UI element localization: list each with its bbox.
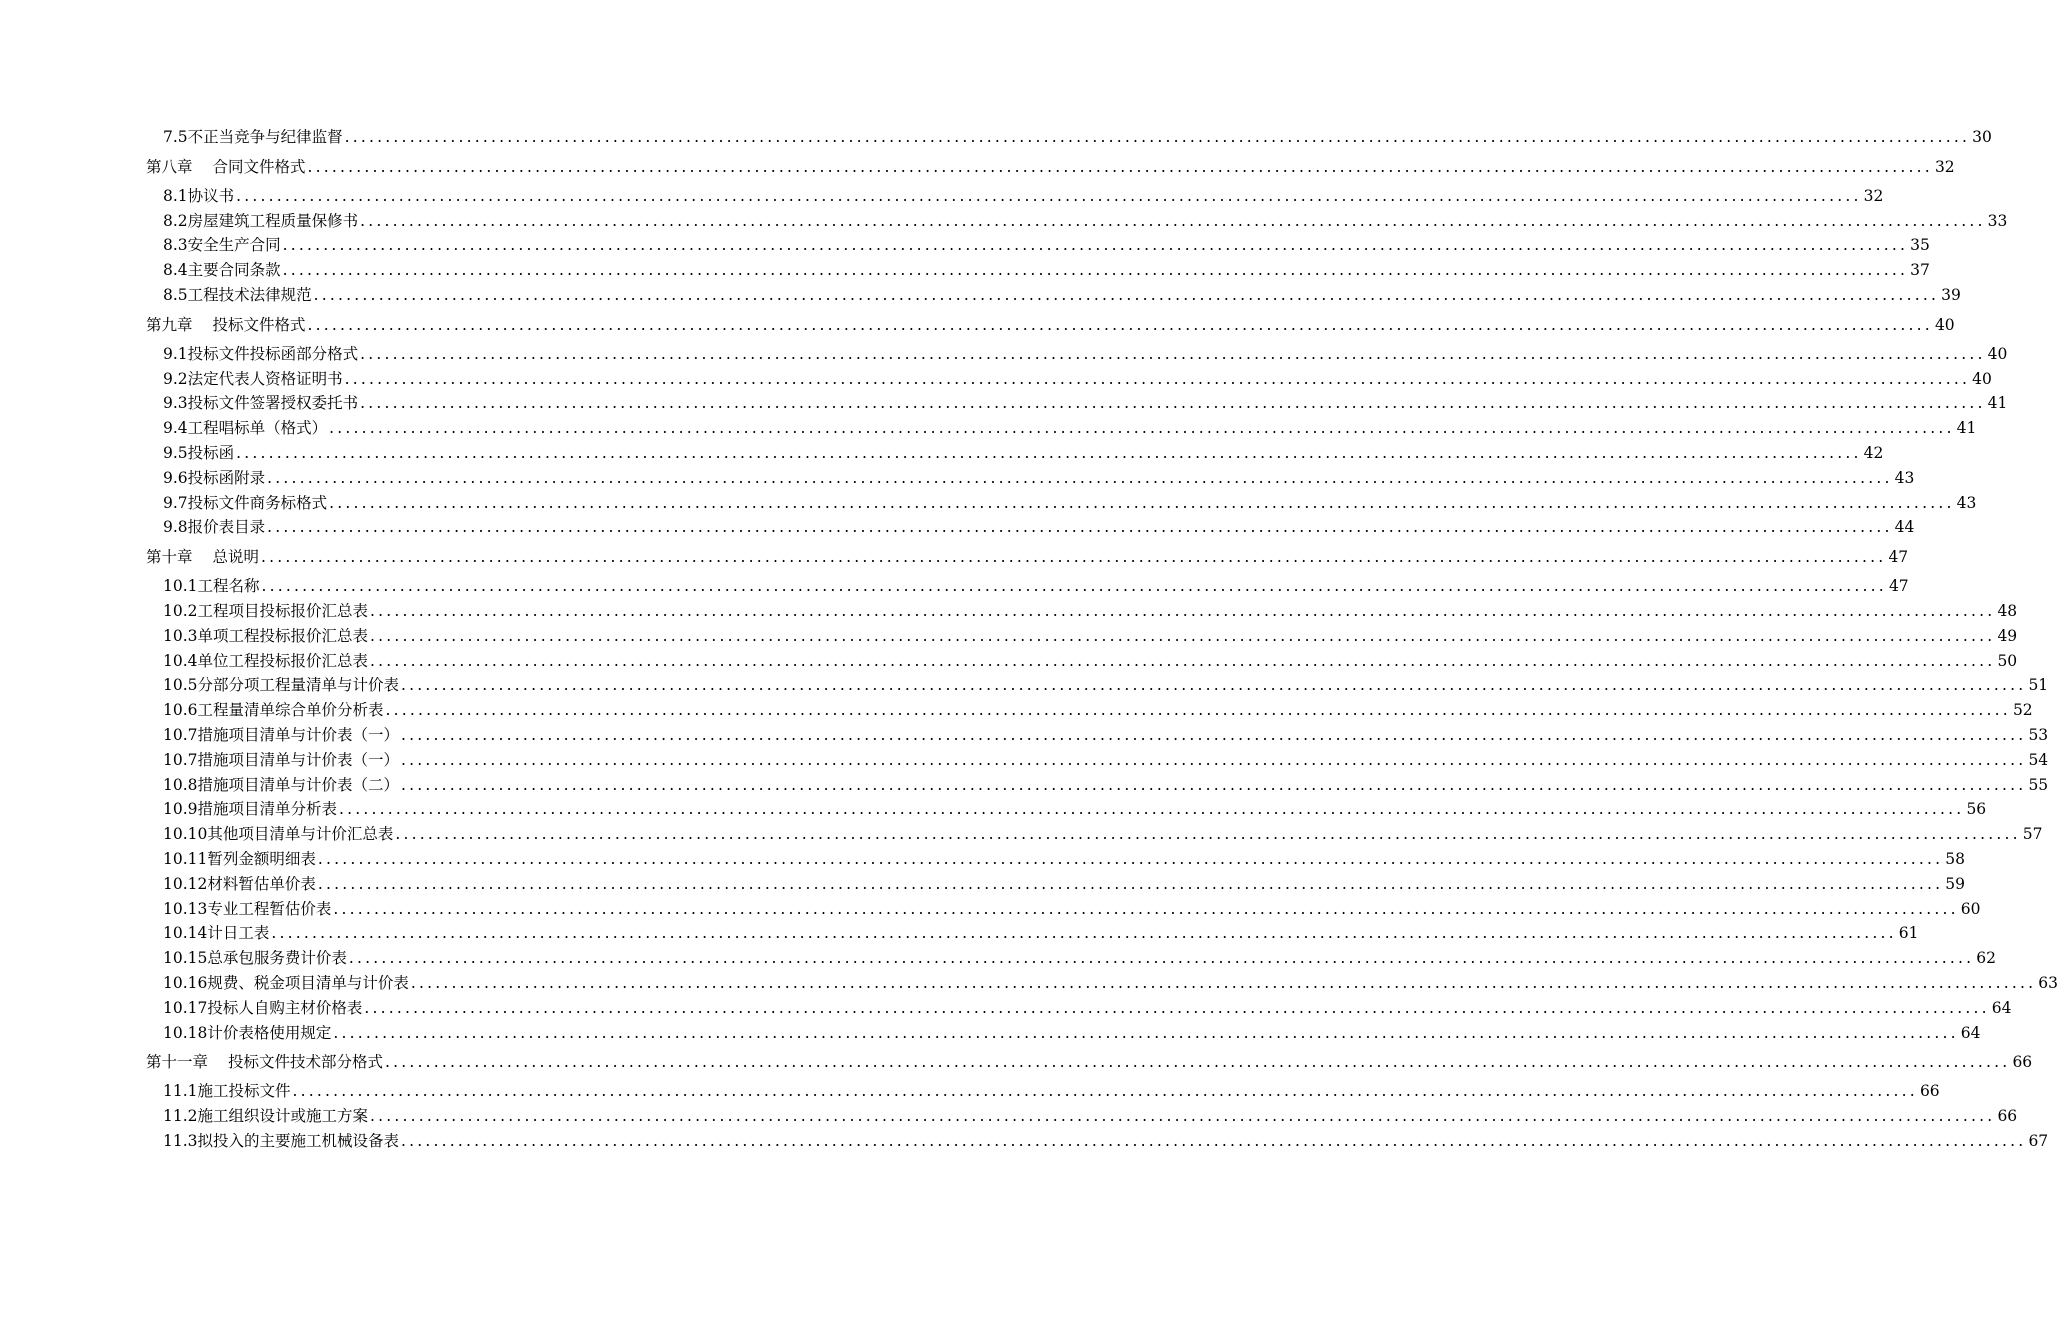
toc-entry-text: 计日工表 bbox=[207, 924, 270, 943]
dot-leader: ........................................................................................................................................................................................................ bbox=[317, 849, 1944, 868]
toc-chapter-entry[interactable] bbox=[146, 150, 1955, 184]
toc-entry-number: 10.1 bbox=[163, 577, 198, 596]
toc-entry-number: 9.4 bbox=[163, 419, 188, 438]
toc-entry-text: 法定代表人资格证明书 bbox=[187, 369, 343, 388]
toc-entry-title bbox=[163, 996, 362, 1021]
toc-page-number: 40 bbox=[1934, 315, 1955, 334]
toc-page-number: 49 bbox=[1997, 626, 2018, 645]
dot-leader: ........................................................................................................................................................................................................ bbox=[370, 1107, 1996, 1126]
toc-entry-title bbox=[163, 847, 316, 872]
toc-entry-title bbox=[163, 872, 316, 897]
toc-entry-text: 投标文件格式 bbox=[212, 315, 306, 334]
dot-leader: ........................................................................................................................................................................................................ bbox=[344, 369, 1971, 388]
toc-section-entry[interactable] bbox=[146, 971, 2058, 996]
toc-entry-number: 8.5 bbox=[163, 285, 188, 304]
toc-entry-title bbox=[163, 897, 331, 922]
dot-leader: ........................................................................................................................................................................................................ bbox=[401, 676, 2027, 695]
toc-entry-title bbox=[163, 946, 347, 971]
toc-section-entry[interactable] bbox=[146, 258, 1930, 283]
toc-chapter-entry[interactable] bbox=[146, 540, 1909, 574]
dot-leader: ........................................................................................................................................................................................................ bbox=[395, 825, 2021, 844]
toc-page-number: 42 bbox=[1863, 443, 1884, 462]
toc-page-number: 64 bbox=[1960, 1023, 1981, 1042]
toc-entry-number: 8.3 bbox=[163, 236, 188, 255]
dot-leader: ........................................................................................................................................................................................................ bbox=[364, 998, 1990, 1017]
toc-entry-title bbox=[146, 150, 306, 184]
toc-entry-text: 协议书 bbox=[187, 186, 235, 205]
toc-section-entry[interactable] bbox=[146, 209, 2008, 234]
toc-section-entry[interactable] bbox=[146, 184, 1884, 209]
dot-leader: ........................................................................................................................................................................................................ bbox=[292, 1082, 1918, 1101]
toc-entry-number: 7.5 bbox=[163, 128, 188, 146]
toc-page-number: 50 bbox=[1997, 651, 2018, 670]
toc-section-entry[interactable] bbox=[146, 491, 1977, 516]
toc-entry-title bbox=[163, 125, 343, 150]
toc-entry-title bbox=[163, 258, 281, 283]
toc-entry-title bbox=[163, 797, 337, 822]
dot-leader: ........................................................................................................................................................................................................ bbox=[333, 1023, 1959, 1042]
toc-entry-number: 10.15 bbox=[163, 949, 208, 968]
toc-section-entry[interactable] bbox=[146, 822, 2043, 847]
toc-page-number: 53 bbox=[2028, 725, 2049, 744]
toc-entry-number: 第九章 bbox=[146, 315, 193, 334]
toc-page-number: 41 bbox=[1987, 394, 2008, 413]
toc-entry-number: 9.6 bbox=[163, 468, 188, 487]
toc-entry-number: 9.8 bbox=[163, 518, 188, 537]
toc-entry-text: 投标人自购主材价格表 bbox=[207, 998, 363, 1017]
toc-page-number: 59 bbox=[1945, 874, 1966, 893]
toc-entry-number: 10.2 bbox=[163, 601, 198, 620]
toc-entry-number: 10.9 bbox=[163, 800, 198, 819]
toc-section-entry[interactable] bbox=[146, 574, 1909, 599]
toc-entry-number: 9.2 bbox=[163, 369, 188, 388]
toc-section-entry[interactable] bbox=[146, 125, 1992, 150]
toc-page-number: 44 bbox=[1894, 518, 1915, 537]
toc-page-number: 43 bbox=[1894, 468, 1915, 487]
toc-entry-title bbox=[163, 1021, 331, 1046]
toc-page-number: 56 bbox=[1966, 800, 1987, 819]
dot-leader: ........................................................................................................................................................................................................ bbox=[360, 344, 1986, 363]
toc-section-entry[interactable] bbox=[146, 283, 1961, 308]
dot-leader: ........................................................................................................................................................................................................ bbox=[271, 924, 1897, 943]
toc-entry-number: 10.4 bbox=[163, 651, 198, 670]
toc-entry-number: 11.2 bbox=[163, 1107, 198, 1126]
toc-entry-number: 10.5 bbox=[163, 676, 198, 695]
toc-entry-text: 其他项目清单与计价汇总表 bbox=[207, 825, 394, 844]
toc-section-entry[interactable] bbox=[146, 1079, 1940, 1104]
toc-entry-title bbox=[163, 491, 327, 516]
toc-chapter-entry[interactable] bbox=[146, 308, 1955, 342]
toc-entry-text: 计价表格使用规定 bbox=[207, 1023, 332, 1042]
toc-entry-title bbox=[163, 748, 399, 773]
toc-entry-text: 暂列金额明细表 bbox=[207, 849, 316, 868]
toc-page-number: 55 bbox=[2028, 775, 2049, 794]
toc-page-number: 66 bbox=[1997, 1107, 2018, 1126]
toc-entry-number: 10.3 bbox=[163, 626, 198, 645]
table-of-contents bbox=[146, 125, 2058, 1154]
toc-entry-number: 10.17 bbox=[163, 998, 208, 1017]
toc-page-number: 66 bbox=[1919, 1082, 1940, 1101]
toc-entry-number: 8.2 bbox=[163, 211, 188, 230]
toc-entry-text: 措施项目清单与计价表（一） bbox=[197, 750, 400, 769]
toc-entry-text: 合同文件格式 bbox=[212, 157, 306, 176]
toc-entry-title bbox=[163, 822, 393, 847]
toc-entry-text: 主要合同条款 bbox=[187, 261, 281, 280]
toc-entry-text: 工程名称 bbox=[197, 577, 260, 596]
toc-entry-title bbox=[163, 184, 234, 209]
toc-entry-text: 单位工程投标报价汇总表 bbox=[197, 651, 369, 670]
toc-entry-text: 投标函附录 bbox=[187, 468, 266, 487]
toc-entry-text: 工程量清单综合单价分析表 bbox=[197, 701, 384, 720]
toc-section-entry[interactable] bbox=[146, 1129, 2049, 1154]
toc-entry-text: 安全生产合同 bbox=[187, 236, 281, 255]
toc-entry-title bbox=[163, 673, 399, 698]
toc-page-number: 51 bbox=[2028, 676, 2049, 695]
toc-entry-title bbox=[163, 283, 312, 308]
toc-entry-number: 9.1 bbox=[163, 344, 188, 363]
toc-entry-number: 10.16 bbox=[163, 973, 208, 992]
dot-leader: ........................................................................................................................................................................................................ bbox=[348, 949, 1975, 968]
toc-section-entry[interactable] bbox=[146, 441, 1884, 466]
toc-entry-title bbox=[146, 308, 306, 342]
toc-entry-number: 10.11 bbox=[163, 849, 208, 868]
dot-leader: ........................................................................................................................................................................................................ bbox=[313, 285, 1940, 304]
toc-section-entry[interactable] bbox=[146, 897, 1981, 922]
toc-entry-text: 房屋建筑工程质量保修书 bbox=[187, 211, 359, 230]
toc-section-entry[interactable] bbox=[146, 466, 1915, 491]
toc-entry-title bbox=[163, 233, 281, 258]
toc-entry-text: 专业工程暂估价表 bbox=[207, 899, 332, 918]
toc-page-number: 47 bbox=[1888, 577, 1909, 596]
toc-entry-number: 10.13 bbox=[163, 899, 208, 918]
toc-entry-text: 拟投入的主要施工机械设备表 bbox=[197, 1131, 400, 1150]
dot-leader: ........................................................................................................................................................................................................ bbox=[333, 899, 1959, 918]
toc-page-number: 48 bbox=[1997, 601, 2018, 620]
dot-leader: ........................................................................................................................................................................................................ bbox=[401, 750, 2027, 769]
toc-entry-title bbox=[163, 723, 399, 748]
toc-entry-text: 措施项目清单与计价表（二） bbox=[197, 775, 400, 794]
toc-page-number: 40 bbox=[1987, 344, 2008, 363]
toc-page-number: 47 bbox=[1888, 548, 1909, 567]
dot-leader: ........................................................................................................................................................................................................ bbox=[307, 315, 1933, 334]
toc-section-entry[interactable] bbox=[146, 921, 1919, 946]
toc-entry-number: 10.8 bbox=[163, 775, 198, 794]
toc-entry-number: 9.5 bbox=[163, 443, 188, 462]
toc-entry-number: 10.7 bbox=[163, 750, 198, 769]
dot-leader: ........................................................................................................................................................................................................ bbox=[267, 468, 1893, 487]
toc-page-number: 66 bbox=[2012, 1053, 2033, 1072]
toc-page-number: 35 bbox=[1910, 236, 1930, 255]
toc-entry-title bbox=[146, 1045, 383, 1079]
toc-entry-text: 施工组织设计或施工方案 bbox=[197, 1107, 369, 1126]
toc-entry-title bbox=[163, 1079, 291, 1104]
toc-entry-title bbox=[163, 921, 269, 946]
toc-page-number: 63 bbox=[2038, 973, 2058, 992]
toc-entry-number: 第十章 bbox=[146, 548, 193, 567]
toc-page-number: 30 bbox=[1972, 128, 1992, 146]
dot-leader: ........................................................................................................................................................................................................ bbox=[410, 973, 2037, 992]
toc-page-number: 64 bbox=[1991, 998, 2012, 1017]
dot-leader: ........................................................................................................................................................................................................ bbox=[344, 128, 1971, 146]
toc-entry-text: 工程唱标单（格式） bbox=[187, 419, 328, 438]
toc-chapter-entry[interactable] bbox=[146, 1045, 2033, 1079]
toc-entry-text: 投标文件技术部分格式 bbox=[228, 1053, 384, 1072]
toc-entry-title bbox=[163, 391, 358, 416]
toc-entry-number: 10.6 bbox=[163, 701, 198, 720]
toc-entry-number: 9.3 bbox=[163, 394, 188, 413]
toc-entry-title bbox=[163, 441, 234, 466]
toc-page-number: 67 bbox=[2028, 1131, 2049, 1150]
toc-entry-number: 10.14 bbox=[163, 924, 208, 943]
toc-page-number: 37 bbox=[1910, 261, 1930, 280]
dot-leader: ........................................................................................................................................................................................................ bbox=[261, 548, 1887, 567]
toc-entry-title bbox=[163, 971, 409, 996]
toc-entry-title bbox=[163, 624, 368, 649]
dot-leader: ........................................................................................................................................................................................................ bbox=[261, 577, 1887, 596]
dot-leader: ........................................................................................................................................................................................................ bbox=[370, 626, 1996, 645]
toc-entry-text: 单项工程投标报价汇总表 bbox=[197, 626, 369, 645]
dot-leader: ........................................................................................................................................................................................................ bbox=[317, 874, 1944, 893]
toc-entry-text: 规费、税金项目清单与计价表 bbox=[207, 973, 409, 992]
toc-section-entry[interactable] bbox=[146, 872, 1966, 897]
toc-page-number: 57 bbox=[2022, 825, 2043, 844]
toc-entry-number: 11.1 bbox=[163, 1082, 198, 1101]
toc-entry-number: 10.12 bbox=[163, 874, 208, 893]
toc-section-entry[interactable] bbox=[146, 773, 2049, 798]
dot-leader: ........................................................................................................................................................................................................ bbox=[360, 394, 1986, 413]
toc-page-number: 39 bbox=[1941, 285, 1961, 304]
toc-section-entry[interactable] bbox=[146, 367, 1992, 392]
toc-section-entry[interactable] bbox=[146, 649, 2018, 674]
toc-section-entry[interactable] bbox=[146, 391, 2008, 416]
toc-page-number: 54 bbox=[2028, 750, 2049, 769]
dot-leader: ........................................................................................................................................................................................................ bbox=[236, 186, 1862, 205]
toc-section-entry[interactable] bbox=[146, 1021, 1981, 1046]
toc-page-number: 41 bbox=[1956, 419, 1977, 438]
toc-section-entry[interactable] bbox=[146, 698, 2033, 723]
toc-entry-title bbox=[163, 515, 265, 540]
toc-entry-text: 措施项目清单与计价表（一） bbox=[197, 725, 400, 744]
toc-section-entry[interactable] bbox=[146, 416, 1977, 441]
toc-section-entry[interactable] bbox=[146, 342, 2008, 367]
toc-page-number: 52 bbox=[2012, 701, 2033, 720]
toc-entry-number: 8.4 bbox=[163, 261, 188, 280]
dot-leader: ........................................................................................................................................................................................................ bbox=[370, 651, 1996, 670]
toc-entry-text: 措施项目清单分析表 bbox=[197, 800, 338, 819]
toc-page-number: 32 bbox=[1934, 157, 1955, 176]
toc-entry-text: 材料暂估单价表 bbox=[207, 874, 316, 893]
dot-leader: ........................................................................................................................................................................................................ bbox=[282, 236, 1909, 255]
toc-page-number: 40 bbox=[1972, 369, 1992, 388]
toc-entry-text: 投标文件签署授权委托书 bbox=[187, 394, 359, 413]
toc-page-number: 43 bbox=[1956, 493, 1977, 512]
toc-section-entry[interactable] bbox=[146, 723, 2049, 748]
toc-entry-title bbox=[163, 416, 327, 441]
dot-leader: ........................................................................................................................................................................................................ bbox=[385, 701, 2011, 720]
dot-leader: ........................................................................................................................................................................................................ bbox=[307, 157, 1933, 176]
toc-entry-title bbox=[163, 209, 358, 234]
toc-section-entry[interactable] bbox=[146, 996, 2012, 1021]
toc-entry-title bbox=[163, 466, 265, 491]
toc-entry-text: 投标文件投标函部分格式 bbox=[187, 344, 359, 363]
toc-entry-title bbox=[146, 540, 259, 574]
toc-entry-text: 施工投标文件 bbox=[197, 1082, 291, 1101]
toc-entry-title bbox=[163, 342, 358, 367]
toc-section-entry[interactable] bbox=[146, 748, 2049, 773]
toc-page-number: 32 bbox=[1863, 186, 1884, 205]
dot-leader: ........................................................................................................................................................................................................ bbox=[339, 800, 1965, 819]
toc-entry-text: 投标函 bbox=[187, 443, 235, 462]
toc-entry-text: 工程项目投标报价汇总表 bbox=[197, 601, 369, 620]
toc-section-entry[interactable] bbox=[146, 599, 2018, 624]
toc-page-number: 60 bbox=[1960, 899, 1981, 918]
toc-entry-number: 第十一章 bbox=[146, 1053, 209, 1072]
toc-entry-number: 10.18 bbox=[163, 1023, 208, 1042]
toc-entry-title bbox=[163, 367, 343, 392]
dot-leader: ........................................................................................................................................................................................................ bbox=[329, 419, 1955, 438]
dot-leader: ........................................................................................................................................................................................................ bbox=[267, 518, 1893, 537]
toc-entry-title bbox=[163, 599, 368, 624]
dot-leader: ........................................................................................................................................................................................................ bbox=[282, 261, 1909, 280]
toc-entry-number: 9.7 bbox=[163, 493, 188, 512]
toc-page-number: 58 bbox=[1945, 849, 1966, 868]
toc-entry-number: 8.1 bbox=[163, 186, 188, 205]
toc-section-entry[interactable] bbox=[146, 946, 1997, 971]
toc-entry-number: 第八章 bbox=[146, 157, 193, 176]
toc-entry-title bbox=[163, 1104, 368, 1129]
dot-leader: ........................................................................................................................................................................................................ bbox=[401, 725, 2027, 744]
toc-section-entry[interactable] bbox=[146, 515, 1915, 540]
toc-entry-title bbox=[163, 649, 368, 674]
toc-entry-text: 不正当竞争与纪律监督 bbox=[187, 128, 343, 146]
toc-entry-number: 10.10 bbox=[163, 825, 208, 844]
toc-entry-title bbox=[163, 773, 399, 798]
dot-leader: ........................................................................................................................................................................................................ bbox=[329, 493, 1955, 512]
toc-entry-title bbox=[163, 1129, 399, 1154]
toc-entry-text: 总承包服务费计价表 bbox=[207, 949, 347, 968]
dot-leader: ........................................................................................................................................................................................................ bbox=[385, 1053, 2011, 1072]
toc-entry-text: 总说明 bbox=[212, 548, 260, 567]
dot-leader: ........................................................................................................................................................................................................ bbox=[401, 1131, 2027, 1150]
toc-section-entry[interactable] bbox=[146, 797, 1987, 822]
toc-entry-title bbox=[163, 574, 260, 599]
toc-page-number: 33 bbox=[1987, 211, 2008, 230]
dot-leader: ........................................................................................................................................................................................................ bbox=[360, 211, 1986, 230]
toc-section-entry[interactable] bbox=[146, 1104, 2018, 1129]
toc-entry-number: 10.7 bbox=[163, 725, 198, 744]
toc-entry-number: 11.3 bbox=[163, 1131, 198, 1150]
toc-entry-text: 工程技术法律规范 bbox=[187, 285, 312, 304]
dot-leader: ........................................................................................................................................................................................................ bbox=[236, 443, 1862, 462]
dot-leader: ........................................................................................................................................................................................................ bbox=[370, 601, 1996, 620]
toc-section-entry[interactable] bbox=[146, 233, 1930, 258]
dot-leader: ........................................................................................................................................................................................................ bbox=[401, 775, 2027, 794]
toc-section-entry[interactable] bbox=[146, 673, 2049, 698]
toc-page-number: 62 bbox=[1976, 949, 1997, 968]
toc-section-entry[interactable] bbox=[146, 847, 1966, 872]
toc-entry-text: 报价表目录 bbox=[187, 518, 266, 537]
toc-entry-text: 分部分项工程量清单与计价表 bbox=[197, 676, 400, 695]
toc-entry-title bbox=[163, 698, 384, 723]
toc-entry-text: 投标文件商务标格式 bbox=[187, 493, 328, 512]
toc-section-entry[interactable] bbox=[146, 624, 2018, 649]
toc-page-number: 61 bbox=[1898, 924, 1919, 943]
